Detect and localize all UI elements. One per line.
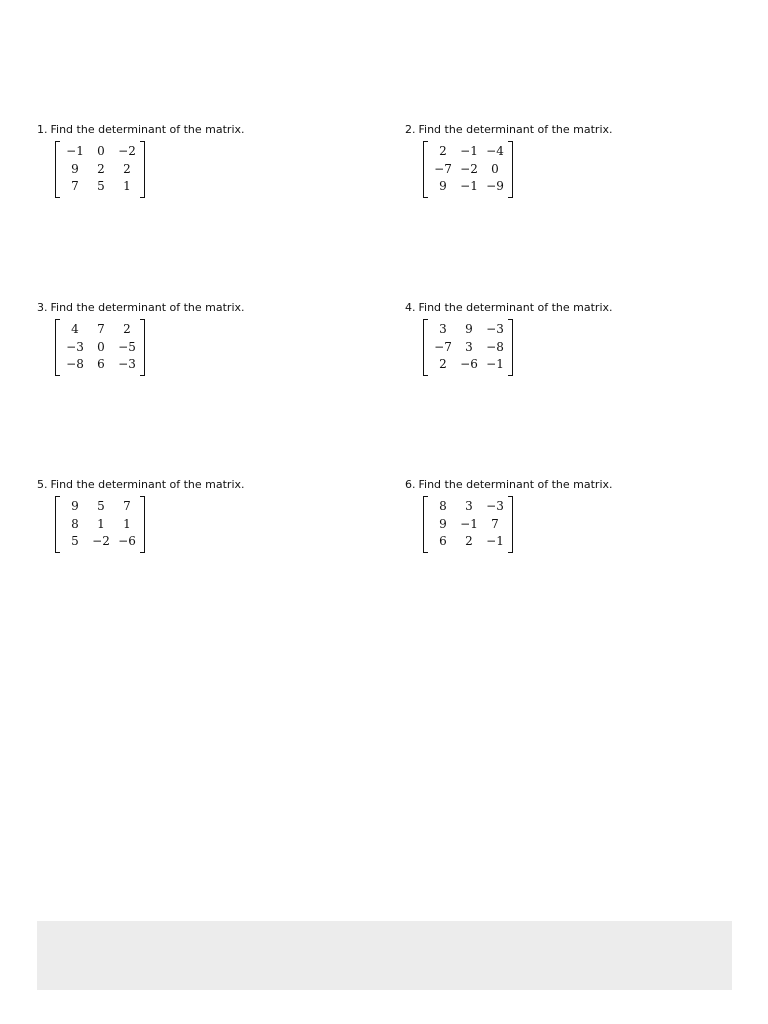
matrix-cell: 0 bbox=[97, 339, 105, 354]
matrix-cell: −9 bbox=[486, 179, 504, 193]
question-label: Find the determinant of the matrix. bbox=[50, 301, 245, 314]
matrix-cell: 5 bbox=[97, 499, 105, 513]
matrix bbox=[55, 141, 145, 198]
matrix-cell: 1 bbox=[123, 516, 131, 531]
matrix-cell: 0 bbox=[491, 161, 499, 176]
matrix-cell: 9 bbox=[465, 322, 473, 336]
matrix-cell: 9 bbox=[71, 499, 79, 513]
question-label: Find the determinant of the matrix. bbox=[418, 478, 613, 491]
matrix-cell: 3 bbox=[465, 499, 473, 513]
question-text bbox=[37, 301, 367, 315]
matrix-cell: 1 bbox=[97, 516, 105, 531]
matrix-cell: −7 bbox=[434, 161, 452, 176]
problem-number: 2. bbox=[405, 123, 416, 136]
matrix-cell: −2 bbox=[460, 161, 478, 176]
matrix-cell: −7 bbox=[434, 339, 452, 354]
matrix-cell: 1 bbox=[123, 179, 131, 193]
problem-number: 4. bbox=[405, 301, 416, 314]
matrix bbox=[423, 319, 513, 376]
matrix-cell: −1 bbox=[460, 179, 478, 193]
matrix-cell: 8 bbox=[439, 499, 447, 513]
matrix-cell: 6 bbox=[97, 357, 105, 371]
matrix-cell: −2 bbox=[92, 534, 110, 548]
question-label: Find the determinant of the matrix. bbox=[418, 123, 613, 136]
matrix-cell: 7 bbox=[71, 179, 79, 193]
matrix-cell: 2 bbox=[97, 161, 105, 176]
problem-2 bbox=[405, 123, 735, 202]
matrix-cell: −1 bbox=[486, 357, 504, 371]
problem-1 bbox=[37, 123, 367, 202]
question-label: Find the determinant of the matrix. bbox=[418, 301, 613, 314]
problem-number: 5. bbox=[37, 478, 48, 491]
question-text bbox=[37, 123, 367, 137]
matrix-cell: −1 bbox=[66, 144, 84, 158]
problem-3 bbox=[37, 301, 367, 380]
matrix-cell: −4 bbox=[486, 144, 504, 158]
matrix-cell: −1 bbox=[460, 516, 478, 531]
problem-number: 1. bbox=[37, 123, 48, 136]
matrix-cell: 2 bbox=[123, 322, 131, 336]
matrix bbox=[423, 496, 513, 553]
matrix-cell: 3 bbox=[465, 339, 473, 354]
matrix-cell: 2 bbox=[439, 144, 447, 158]
matrix-cell: 9 bbox=[439, 179, 447, 193]
matrix-cell: −2 bbox=[118, 144, 136, 158]
matrix bbox=[55, 319, 145, 376]
question-text bbox=[37, 478, 367, 492]
question-label: Find the determinant of the matrix. bbox=[50, 123, 245, 136]
matrix-cell: −3 bbox=[118, 357, 136, 371]
matrix-cell: 7 bbox=[97, 322, 105, 336]
matrix-cell: 9 bbox=[439, 516, 447, 531]
matrix-cell: −6 bbox=[118, 534, 136, 548]
matrix bbox=[55, 496, 145, 553]
matrix-cell: 0 bbox=[97, 144, 105, 158]
matrix-cell: 5 bbox=[71, 534, 79, 548]
matrix-cell: −3 bbox=[66, 339, 84, 354]
matrix-cell: 2 bbox=[465, 534, 473, 548]
problem-6 bbox=[405, 478, 735, 557]
matrix-cell: 5 bbox=[97, 179, 105, 193]
matrix-cell: −1 bbox=[486, 534, 504, 548]
matrix-cell: 3 bbox=[439, 322, 447, 336]
matrix-cell: 6 bbox=[439, 534, 447, 548]
problem-number: 6. bbox=[405, 478, 416, 491]
question-text bbox=[405, 301, 735, 315]
matrix-cell: 9 bbox=[71, 161, 79, 176]
matrix-cell: −3 bbox=[486, 499, 504, 513]
question-label: Find the determinant of the matrix. bbox=[50, 478, 245, 491]
footer-band bbox=[37, 921, 732, 990]
matrix-cell: −6 bbox=[460, 357, 478, 371]
problem-4 bbox=[405, 301, 735, 380]
problem-5 bbox=[37, 478, 367, 557]
matrix-cell: 2 bbox=[439, 357, 447, 371]
matrix-cell: 4 bbox=[71, 322, 79, 336]
matrix-cell: 7 bbox=[491, 516, 499, 531]
question-text bbox=[405, 478, 735, 492]
matrix-cell: −3 bbox=[486, 322, 504, 336]
matrix-cell: 8 bbox=[71, 516, 79, 531]
matrix-cell: 7 bbox=[123, 499, 131, 513]
matrix-cell: −8 bbox=[486, 339, 504, 354]
matrix-cell: −5 bbox=[118, 339, 136, 354]
problem-number: 3. bbox=[37, 301, 48, 314]
matrix-cell: −1 bbox=[460, 144, 478, 158]
matrix-cell: −8 bbox=[66, 357, 84, 371]
matrix-cell: 2 bbox=[123, 161, 131, 176]
matrix bbox=[423, 141, 513, 198]
question-text bbox=[405, 123, 735, 137]
